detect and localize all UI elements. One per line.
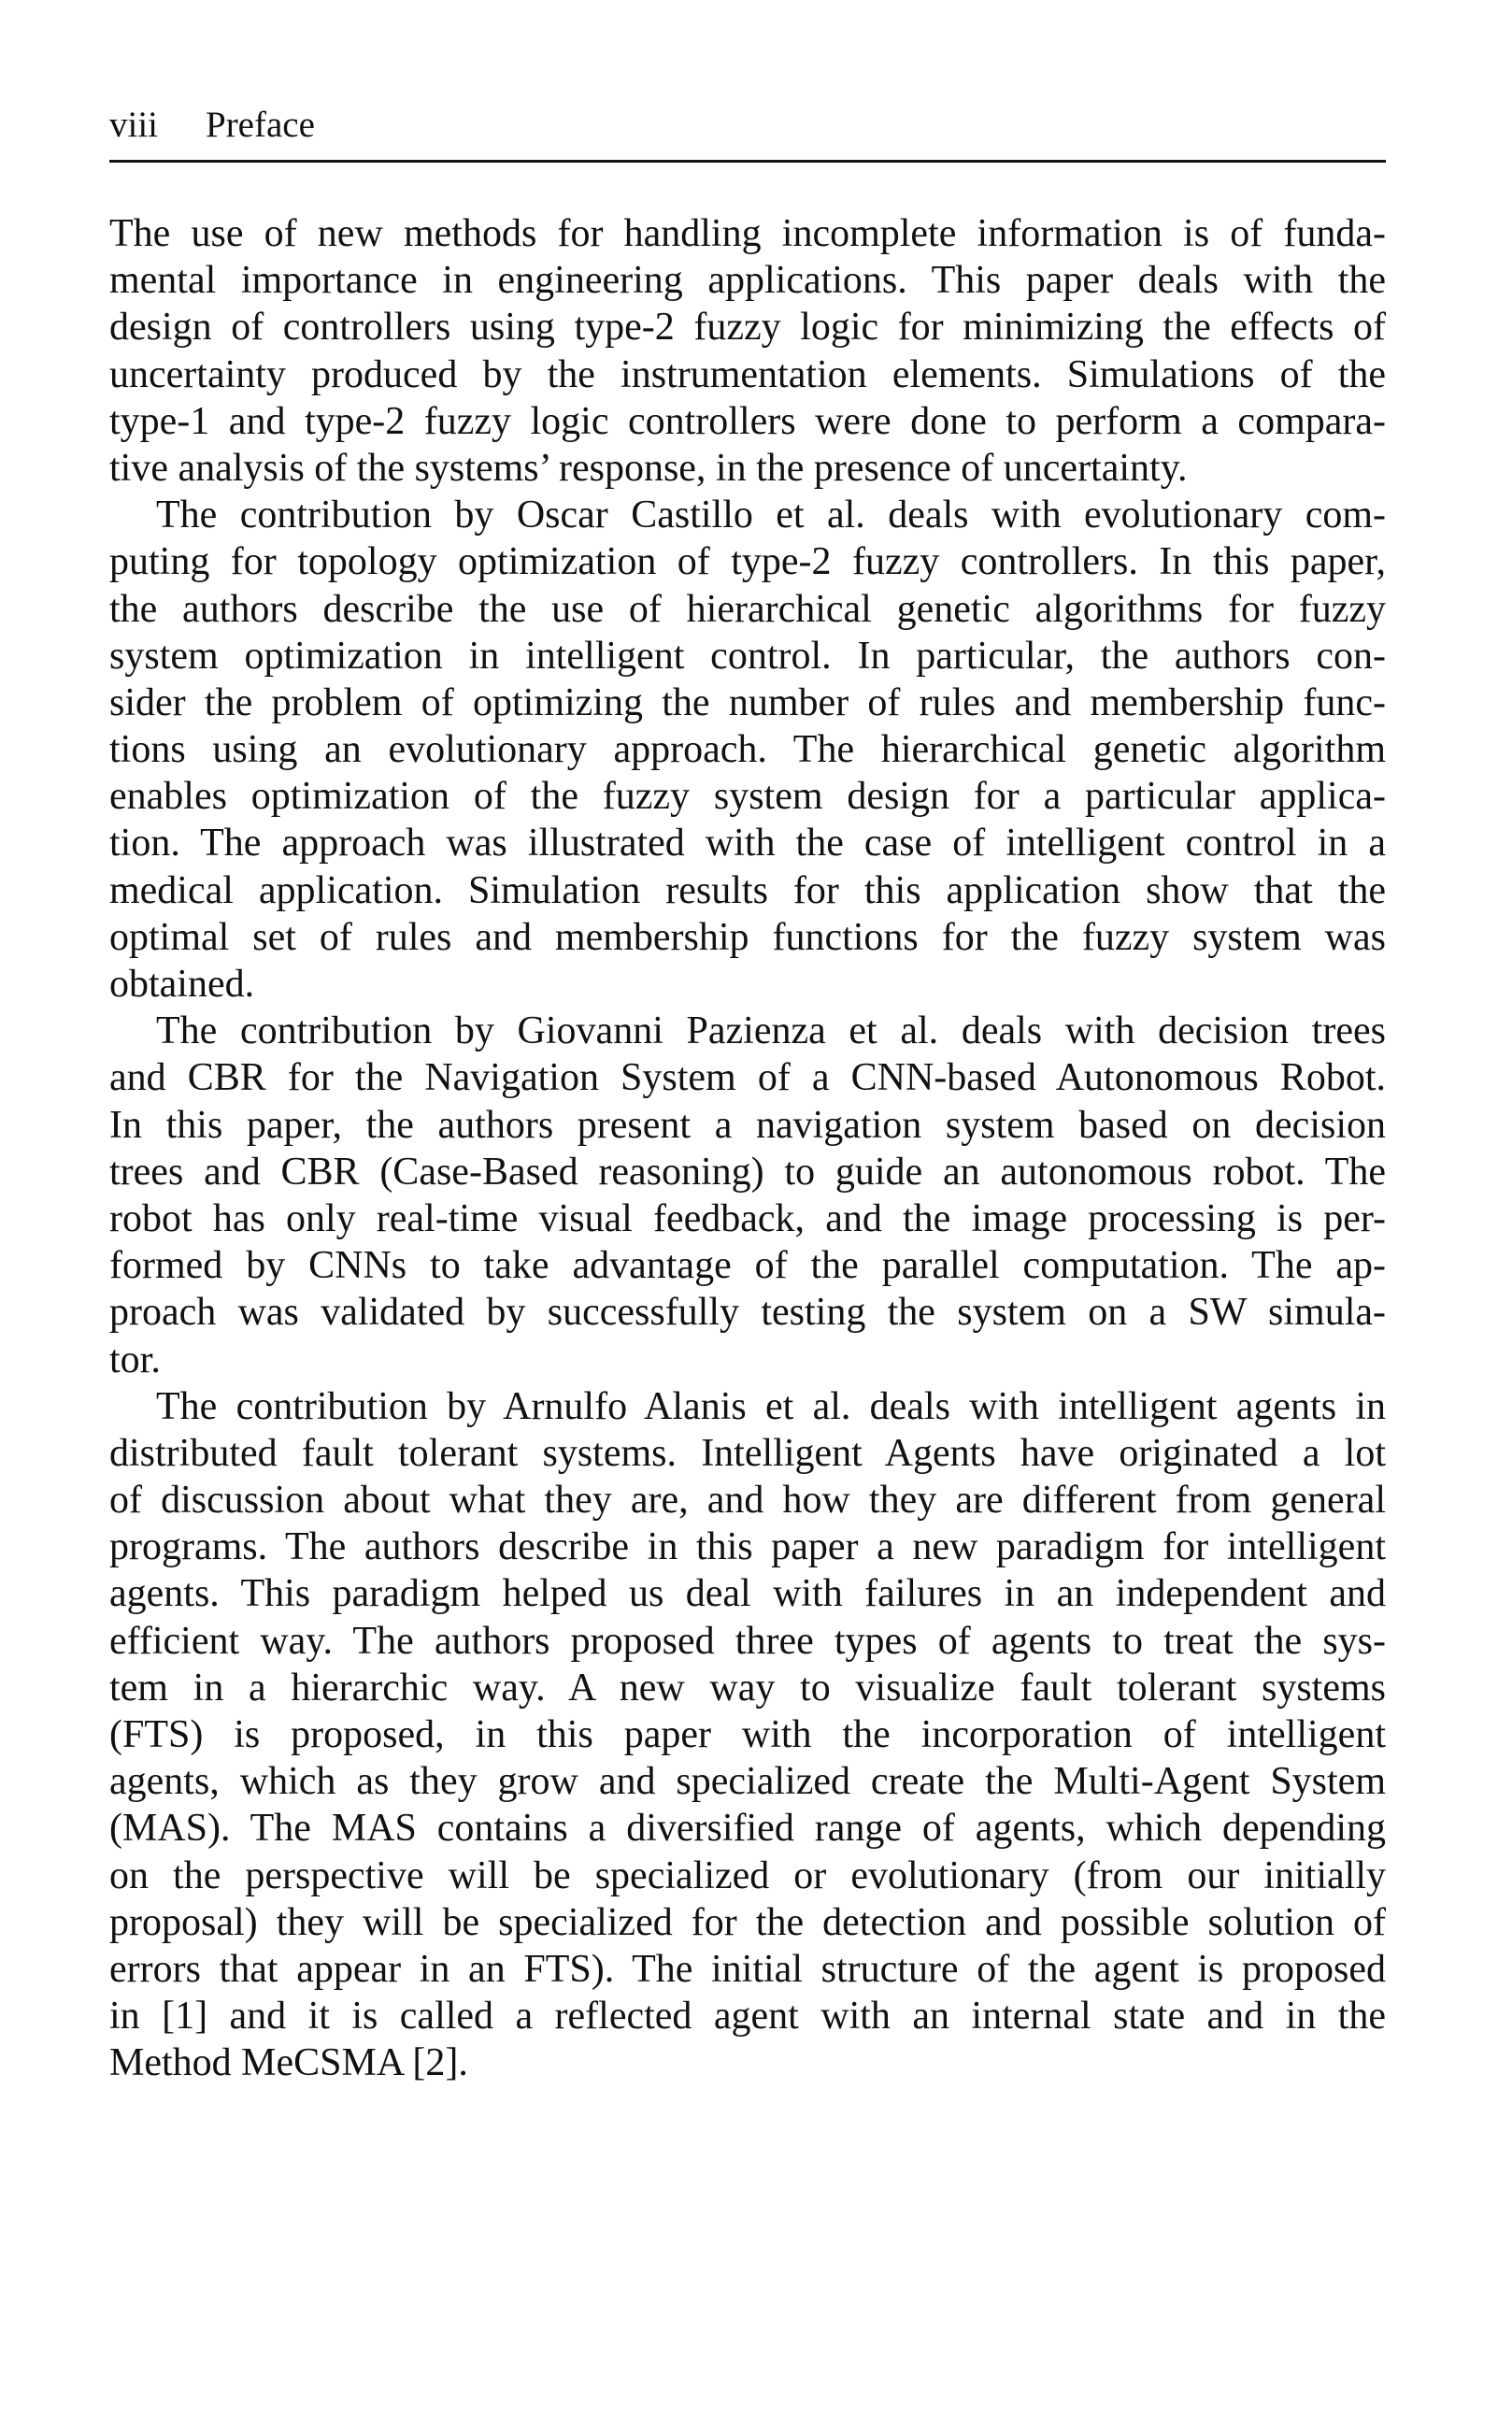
text-line: enables optimization of the fuzzy system design for a particular applica- — [109, 775, 1386, 819]
text-line: tion. The approach was illustrated with the case of intelligent control in a — [109, 822, 1386, 866]
text-line: in [1] and it is called a reflected agent with an internal state and in the — [109, 1995, 1386, 2039]
text-line: medical application. Simulation results for this application show that the — [109, 868, 1386, 912]
text-line: programs. The authors describe in this paper a new paradigm for intelligent — [109, 1525, 1386, 1569]
paragraph — [109, 210, 1386, 492]
page-header — [109, 97, 1386, 153]
text-line: optimal set of rules and membership functions for the fuzzy system was — [109, 915, 1386, 959]
body-text — [109, 210, 1386, 2087]
text-line: of discussion about what they are, and how they are different from general — [109, 1479, 1386, 1523]
text-line: mental importance in engineering applications. This paper deals with the — [109, 259, 1386, 303]
text-line: on the perspective will be specialized or evolutionary (from our initially — [109, 1853, 1386, 1897]
text-line: The contribution by Arnulfo Alanis et al. deals with intelligent agents in — [156, 1384, 1386, 1428]
text-line: tive analysis of the systems’ response, in the presence of uncertainty. — [109, 446, 1188, 490]
text-line: obtained. — [109, 963, 255, 1006]
text-line: type-1 and type-2 fuzzy logic controllers were done to perform a compara- — [109, 399, 1386, 443]
paragraph — [109, 492, 1386, 1008]
text-line: trees and CBR (Case-Based reasoning) to guide an autonomous robot. The — [109, 1150, 1386, 1194]
header-rule — [109, 160, 1386, 163]
text-line: agents, which as they grow and specialized create the Multi-Agent System — [109, 1760, 1386, 1804]
paragraph — [109, 1008, 1386, 1383]
text-line: system optimization in intelligent control. In particular, the authors con- — [109, 634, 1386, 678]
text-line: errors that appear in an FTS). The initial structure of the agent is proposed — [109, 1947, 1386, 1991]
paragraph — [109, 1383, 1386, 2087]
text-line: In this paper, the authors present a navigation system based on decision — [109, 1103, 1386, 1147]
running-title: Preface — [206, 105, 315, 145]
text-line: and CBR for the Navigation System of a CNN-based Autonomous Robot. — [109, 1056, 1386, 1100]
text-line: Method MeCSMA [2]. — [109, 2041, 468, 2085]
page-number: viii — [109, 105, 159, 145]
text-line: the authors describe the use of hierarchical genetic algorithms for fuzzy — [109, 587, 1386, 631]
text-line: The contribution by Giovanni Pazienza et al. deals with decision trees — [156, 1009, 1386, 1053]
text-line: puting for topology optimization of type-2 fuzzy controllers. In this paper, — [109, 540, 1386, 584]
text-line: distributed fault tolerant systems. Intelligent Agents have originated a lot — [109, 1431, 1386, 1475]
text-line: The contribution by Oscar Castillo et al. deals with evolutionary com- — [156, 494, 1386, 537]
text-line: design of controllers using type-2 fuzzy logic for minimizing the effects of — [109, 306, 1386, 350]
text-line: proach was validated by successfully testing the system on a SW simula- — [109, 1291, 1386, 1335]
text-line: The use of new methods for handling incomplete information is of funda- — [109, 212, 1386, 255]
text-line: agents. This paradigm helped us deal with failures in an independent and — [109, 1572, 1386, 1616]
text-line: formed by CNNs to take advantage of the parallel computation. The ap- — [109, 1244, 1386, 1288]
text-line: proposal) they will be specialized for the detection and possible solution of — [109, 1900, 1386, 1944]
text-line: uncertainty produced by the instrumentation elements. Simulations of the — [109, 352, 1386, 396]
text-line: tor. — [109, 1338, 161, 1381]
text-line: (MAS). The MAS contains a diversified range of agents, which depending — [109, 1807, 1386, 1851]
text-line: tem in a hierarchic way. A new way to visualize fault tolerant systems — [109, 1666, 1386, 1710]
text-line: sider the problem of optimizing the number of rules and membership func- — [109, 680, 1386, 724]
text-line: (FTS) is proposed, in this paper with the incorporation of intelligent — [109, 1713, 1386, 1756]
text-line: tions using an evolutionary approach. The hierarchical genetic algorithm — [109, 728, 1386, 772]
text-line: efficient way. The authors proposed three types of agents to treat the sys- — [109, 1619, 1386, 1663]
text-line: robot has only real-time visual feedback, and the image processing is per- — [109, 1196, 1386, 1240]
